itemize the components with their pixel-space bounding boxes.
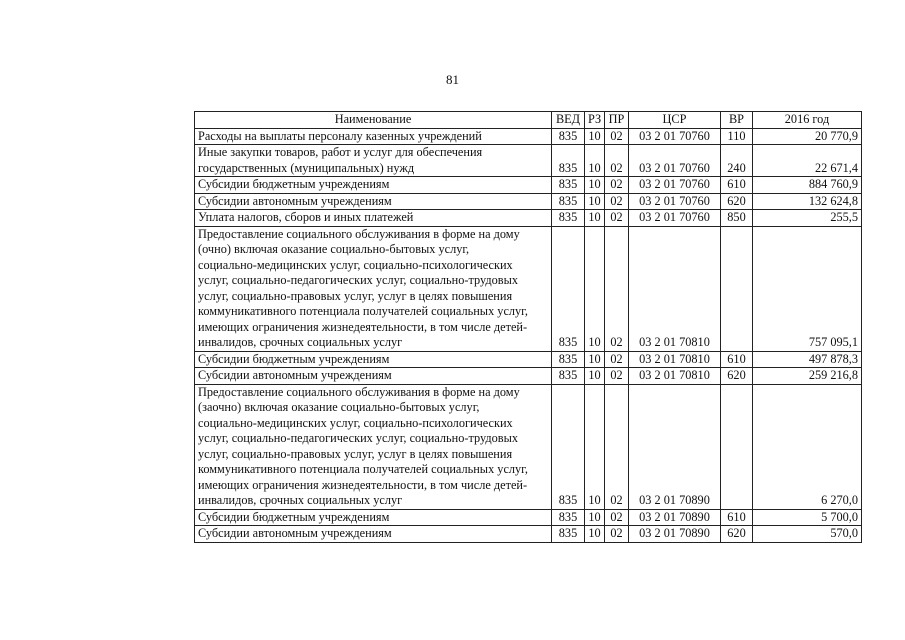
row-csr: 03 2 01 70810 — [629, 368, 721, 385]
table-row — [195, 384, 862, 509]
row-pr: 02 — [605, 509, 629, 526]
row-rz: 10 — [585, 226, 605, 351]
row-rz: 10 — [585, 210, 605, 227]
row-rz: 10 — [585, 128, 605, 145]
row-csr: 03 2 01 70760 — [629, 145, 721, 177]
row-name: Уплата налогов, сборов и иных платежей — [195, 210, 552, 227]
row-name: Субсидии автономным учреждениям — [195, 368, 552, 385]
row-ved: 835 — [552, 526, 585, 543]
row-amount: 757 095,1 — [753, 226, 862, 351]
row-pr: 02 — [605, 193, 629, 210]
row-ved: 835 — [552, 351, 585, 368]
row-csr: 03 2 01 70890 — [629, 384, 721, 509]
header-name: Наименование — [195, 112, 552, 129]
page-number: 81 — [446, 72, 459, 87]
row-amount: 5 700,0 — [753, 509, 862, 526]
row-csr: 03 2 01 70810 — [629, 351, 721, 368]
row-rz: 10 — [585, 177, 605, 194]
header-rz: РЗ — [585, 112, 605, 129]
row-csr: 03 2 01 70890 — [629, 509, 721, 526]
table-row — [195, 368, 862, 385]
table-row — [195, 145, 862, 177]
row-name: Субсидии автономным учреждениям — [195, 526, 552, 543]
row-vr: 620 — [721, 368, 753, 385]
row-csr: 03 2 01 70760 — [629, 177, 721, 194]
row-pr: 02 — [605, 368, 629, 385]
row-vr: 610 — [721, 177, 753, 194]
row-csr: 03 2 01 70760 — [629, 193, 721, 210]
row-pr: 02 — [605, 128, 629, 145]
row-vr: 240 — [721, 145, 753, 177]
row-rz: 10 — [585, 509, 605, 526]
row-ved: 835 — [552, 509, 585, 526]
row-csr: 03 2 01 70760 — [629, 128, 721, 145]
row-amount: 6 270,0 — [753, 384, 862, 509]
row-vr: 850 — [721, 210, 753, 227]
row-pr: 02 — [605, 526, 629, 543]
table-row — [195, 128, 862, 145]
header-vr: ВР — [721, 112, 753, 129]
table-row — [195, 526, 862, 543]
header-year: 2016 год — [753, 112, 862, 129]
row-pr: 02 — [605, 210, 629, 227]
row-name: Субсидии бюджетным учреждениям — [195, 351, 552, 368]
row-vr: 610 — [721, 509, 753, 526]
table-row — [195, 210, 862, 227]
row-vr — [721, 226, 753, 351]
row-amount: 132 624,8 — [753, 193, 862, 210]
row-csr: 03 2 01 70810 — [629, 226, 721, 351]
row-name: Субсидии автономным учреждениям — [195, 193, 552, 210]
row-name: Предоставление социального обслуживания в форме на дому (заочно) включая оказание социально-бытовых услуг, социально-медицинских услуг, социально-психологических услуг, социально-педагогических услуг, социально-трудовых услуг, социально-правовых услуг, услуг в целях повышения коммуникативного потенциала получателей социальных услуг, имеющих ограничения жизнедеятельности, в том числе детей- инвалидов, срочных социальных услуг — [195, 384, 552, 509]
row-ved: 835 — [552, 193, 585, 210]
row-vr: 110 — [721, 128, 753, 145]
row-pr: 02 — [605, 351, 629, 368]
table-row — [195, 351, 862, 368]
row-ved: 835 — [552, 145, 585, 177]
row-rz: 10 — [585, 384, 605, 509]
row-name: Расходы на выплаты персоналу казенных учреждений — [195, 128, 552, 145]
header-ved: ВЕД — [552, 112, 585, 129]
row-name: Предоставление социального обслуживания в форме на дому (очно) включая оказание социально-бытовых услуг, социально-медицинских услуг, социально-психологических услуг, социально-педагогических услуг, социально-трудовых услуг, социально-правовых услуг, услуг в целях повышения коммуникативного потенциала получателей социальных услуг, имеющих ограничения жизнедеятельности, в том числе детей- инвалидов, срочных социальных услуг — [195, 226, 552, 351]
row-amount: 259 216,8 — [753, 368, 862, 385]
row-amount: 20 770,9 — [753, 128, 862, 145]
row-csr: 03 2 01 70890 — [629, 526, 721, 543]
row-pr: 02 — [605, 145, 629, 177]
row-pr: 02 — [605, 226, 629, 351]
header-csr: ЦСР — [629, 112, 721, 129]
header-pr: ПР — [605, 112, 629, 129]
row-amount: 570,0 — [753, 526, 862, 543]
row-ved: 835 — [552, 210, 585, 227]
row-vr: 620 — [721, 193, 753, 210]
row-rz: 10 — [585, 351, 605, 368]
row-amount: 22 671,4 — [753, 145, 862, 177]
row-ved: 835 — [552, 384, 585, 509]
table-row — [195, 226, 862, 351]
row-rz: 10 — [585, 526, 605, 543]
row-name: Субсидии бюджетным учреждениям — [195, 509, 552, 526]
row-vr: 620 — [721, 526, 753, 543]
budget-table — [194, 111, 862, 543]
row-csr: 03 2 01 70760 — [629, 210, 721, 227]
row-ved: 835 — [552, 177, 585, 194]
row-ved: 835 — [552, 226, 585, 351]
row-rz: 10 — [585, 368, 605, 385]
row-name: Субсидии бюджетным учреждениям — [195, 177, 552, 194]
table-row — [195, 177, 862, 194]
row-amount: 497 878,3 — [753, 351, 862, 368]
row-name: Иные закупки товаров, работ и услуг для обеспечения государственных (муниципальных) нужд — [195, 145, 552, 177]
row-rz: 10 — [585, 145, 605, 177]
row-rz: 10 — [585, 193, 605, 210]
row-vr: 610 — [721, 351, 753, 368]
table-row — [195, 193, 862, 210]
table-row — [195, 509, 862, 526]
row-vr — [721, 384, 753, 509]
row-pr: 02 — [605, 384, 629, 509]
row-pr: 02 — [605, 177, 629, 194]
row-amount: 884 760,9 — [753, 177, 862, 194]
row-ved: 835 — [552, 368, 585, 385]
row-ved: 835 — [552, 128, 585, 145]
header-row — [195, 112, 862, 129]
row-amount: 255,5 — [753, 210, 862, 227]
